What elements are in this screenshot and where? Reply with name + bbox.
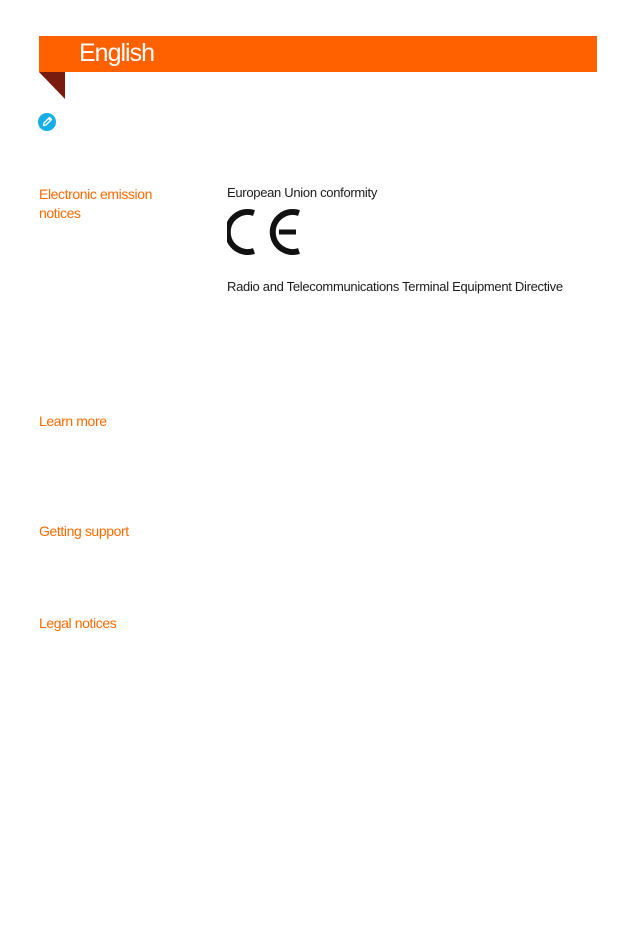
language-banner: [39, 36, 597, 72]
section-heading-getting-support: Getting support: [39, 523, 129, 539]
section-heading-electronic-emission: Electronic emission notices: [39, 186, 152, 221]
section-heading-learn-more: Learn more: [39, 413, 107, 429]
page-title: English: [79, 39, 154, 67]
banner-fold-decoration: [39, 72, 65, 99]
pencil-icon: [38, 113, 56, 131]
eu-conformity-label: European Union conformity: [227, 185, 378, 200]
ce-mark-logo: [227, 204, 303, 260]
rtte-directive-label: Radio and Telecommunications Terminal Equipment Directive: [227, 279, 563, 294]
section-heading-legal-notices: Legal notices: [39, 615, 117, 631]
